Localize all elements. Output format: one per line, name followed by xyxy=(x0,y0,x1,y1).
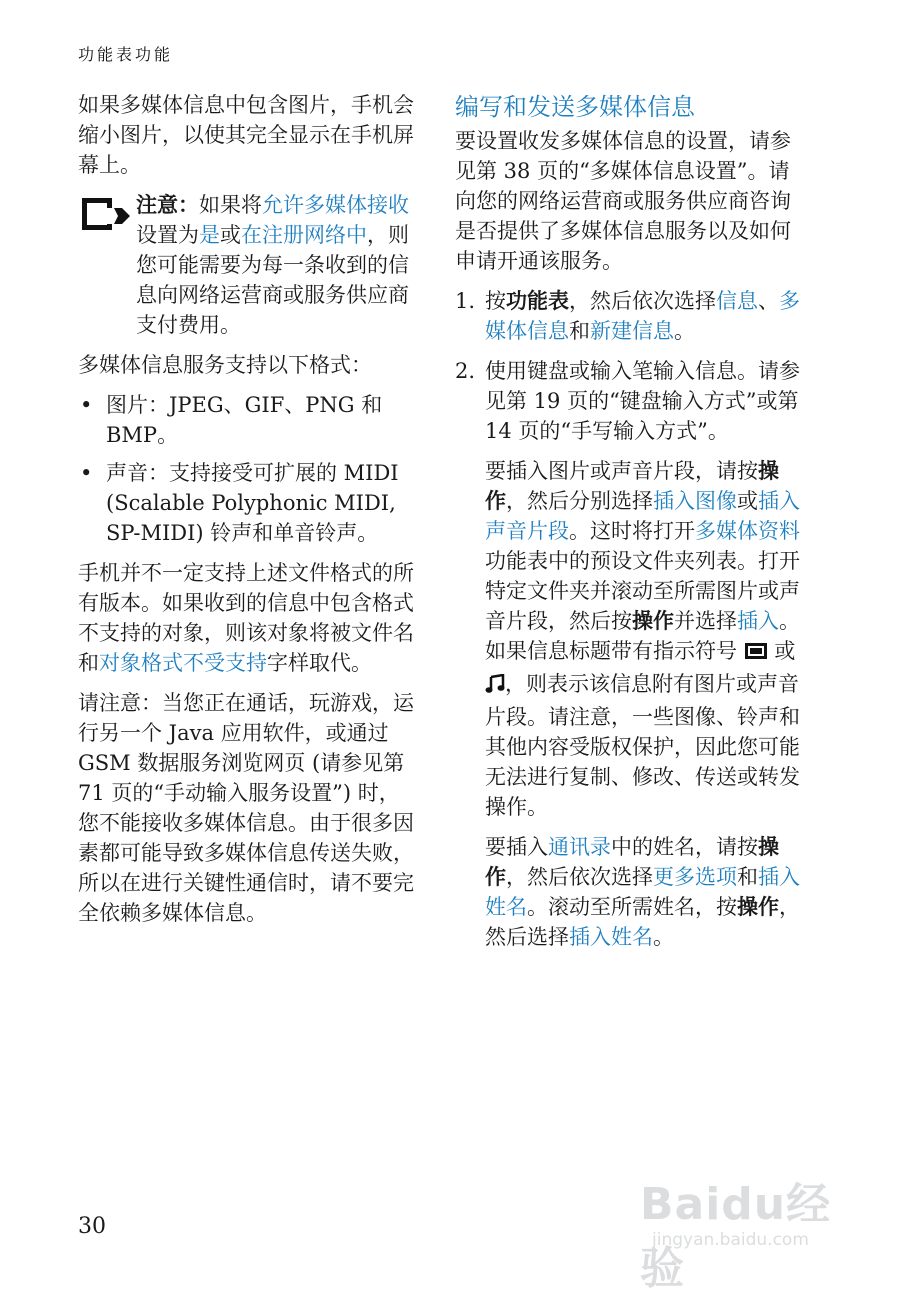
step-text-part: 。 xyxy=(653,925,674,949)
note-text-part: 设置为 xyxy=(136,223,199,247)
image-indicator-icon xyxy=(744,639,768,669)
step-text-part: ，然后分别选择 xyxy=(506,489,653,513)
step-text-part: 和 xyxy=(569,319,590,343)
step-text-part: 。 xyxy=(674,319,695,343)
step-2 xyxy=(455,356,800,952)
key-options: 操作 xyxy=(485,835,779,889)
key-options: 操作 xyxy=(485,459,779,513)
bullet-icon: • xyxy=(80,461,93,485)
menu-mms: 多媒体信息 xyxy=(485,289,800,343)
step-1 xyxy=(455,286,800,346)
step-text-part: 。这时将打开 xyxy=(569,519,695,543)
note-text-part: ，则您可能需要为每一条收到的信息向网络运营商或服务供应商支付费用。 xyxy=(136,223,409,337)
note-label: 注意： xyxy=(136,193,199,217)
paragraph-text-part: 字样取代。 xyxy=(267,651,372,675)
step-1-text xyxy=(485,286,800,346)
menu-gallery: 多媒体资料 xyxy=(695,519,800,543)
list-item-text: 图片：JPEG、GIF、PNG 和 BMP。 xyxy=(106,393,383,447)
section-heading: 编写和发送多媒体信息 xyxy=(455,93,695,121)
setting-allow-mms-receive: 允许多媒体接收 xyxy=(262,193,409,217)
option-more-options: 更多选项 xyxy=(653,865,737,889)
option-insert-name: 插入姓名 xyxy=(569,925,653,949)
list-item xyxy=(78,458,418,548)
step-text-part: 或 xyxy=(737,489,758,513)
step-2-text: 使用键盘或输入笔输入信息。请参见第 19 页的“键盘输入方式”或第 14 页的“手写输入方式”。 xyxy=(485,359,800,443)
step-number: 2. xyxy=(455,359,476,383)
label-object-format-unsupported: 对象格式不受支持 xyxy=(99,651,267,675)
formats-intro: 多媒体信息服务支持以下格式： xyxy=(78,353,372,377)
option-in-home-network: 在注册网络中 xyxy=(241,223,367,247)
bullet-icon: • xyxy=(80,393,93,417)
running-header: 功能表功能 xyxy=(78,45,174,64)
steps-list xyxy=(455,286,800,952)
option-insert-name: 插入姓名 xyxy=(485,865,800,919)
menu-messages: 信息 xyxy=(716,289,758,313)
menu-contacts: 通讯录 xyxy=(548,835,611,859)
note-text-part: 或 xyxy=(220,223,241,247)
step-text-part: ，然后依次选择 xyxy=(569,289,716,313)
step-text-part: 。如果信息标题带有指示符号 xyxy=(485,609,800,663)
key-options: 操作 xyxy=(632,609,674,633)
note-hand-icon xyxy=(78,190,136,340)
step-text-part: 和 xyxy=(737,865,758,889)
step-text-part: 要插入图片或声音片段，请按 xyxy=(485,459,758,483)
step-text-part: 按 xyxy=(485,289,506,313)
step-text-part: 并选择 xyxy=(674,609,737,633)
step-2-insert-media xyxy=(485,456,800,822)
paragraph-text-part: 手机并不一定支持上述文件格式的所有版本。如果收到的信息中包含格式不支持的对象，则该对象将被文件名和 xyxy=(78,561,414,675)
option-insert-image: 插入图像 xyxy=(653,489,737,513)
step-text-part: 要插入 xyxy=(485,835,548,859)
step-number: 1. xyxy=(455,289,476,313)
music-note-icon xyxy=(485,672,505,702)
watermark-brand: Baidu经验 xyxy=(640,1179,832,1294)
right-column xyxy=(455,90,800,962)
paragraph-image-scaling: 如果多媒体信息中包含图片，手机会缩小图片，以使其完全显示在手机屏幕上。 xyxy=(78,93,414,177)
key-options: 操作 xyxy=(737,895,779,919)
step-text-part: 中的姓名，请按 xyxy=(611,835,758,859)
menu-new-message: 新建信息 xyxy=(590,319,674,343)
step-text-part: 。滚动至所需姓名，按 xyxy=(527,895,737,919)
paragraph-versions xyxy=(78,558,418,678)
note-text-part: 如果将 xyxy=(199,193,262,217)
step-text-part: ，则表示该信息附有图片或声音片段。请注意，一些图像、铃声和其他内容受版权保护，因此您可能无法进行复制、修改、传送或转发操作。 xyxy=(485,672,800,819)
note-text xyxy=(136,190,418,340)
step-text-part: ，然后依次选择 xyxy=(506,865,653,889)
paragraph-attention: 请注意：当您正在通话，玩游戏，运行另一个 Java 应用软件，或通过 GSM 数据服务浏览网页 (请参见第 71 页的“手动输入服务设置”) 时，您不能接收多媒体信息。由于很多因素都可能导致多媒体信息传送失败，所以在进行关键性通信时，请不要完全依赖多媒体信息。 xyxy=(78,691,414,925)
note-block xyxy=(78,190,418,340)
option-insert-sound: 插入声音片段 xyxy=(485,489,800,543)
step-text-part: 功能表中的预设文件夹列表。打开特定文件夹并滚动至所需图片或声音片段，然后按 xyxy=(485,549,800,633)
step-text-part: 或 xyxy=(774,639,796,663)
watermark-url: jingyan.baidu.com xyxy=(652,1230,809,1250)
list-item-text: 声音：支持接受可扩展的 MIDI (Scalable Polyphonic MIDI, SP-MIDI) 铃声和单音铃声。 xyxy=(106,461,399,545)
option-yes: 是 xyxy=(199,223,220,247)
step-text-part: 、 xyxy=(758,289,779,313)
formats-list xyxy=(78,390,418,548)
option-insert: 插入 xyxy=(737,609,779,633)
list-item xyxy=(78,390,418,450)
step-2-insert-name xyxy=(485,832,800,952)
key-menu: 功能表 xyxy=(506,289,569,313)
left-column xyxy=(78,90,418,938)
step-text-part: ，然后选择 xyxy=(485,895,800,949)
page-number: 30 xyxy=(78,1214,106,1239)
watermark xyxy=(640,1150,860,1294)
section-intro: 要设置收发多媒体信息的设置，请参见第 38 页的“多媒体信息设置”。请向您的网络运营商或服务供应商咨询是否提供了多媒体信息服务以及如何申请开通该服务。 xyxy=(455,129,791,273)
